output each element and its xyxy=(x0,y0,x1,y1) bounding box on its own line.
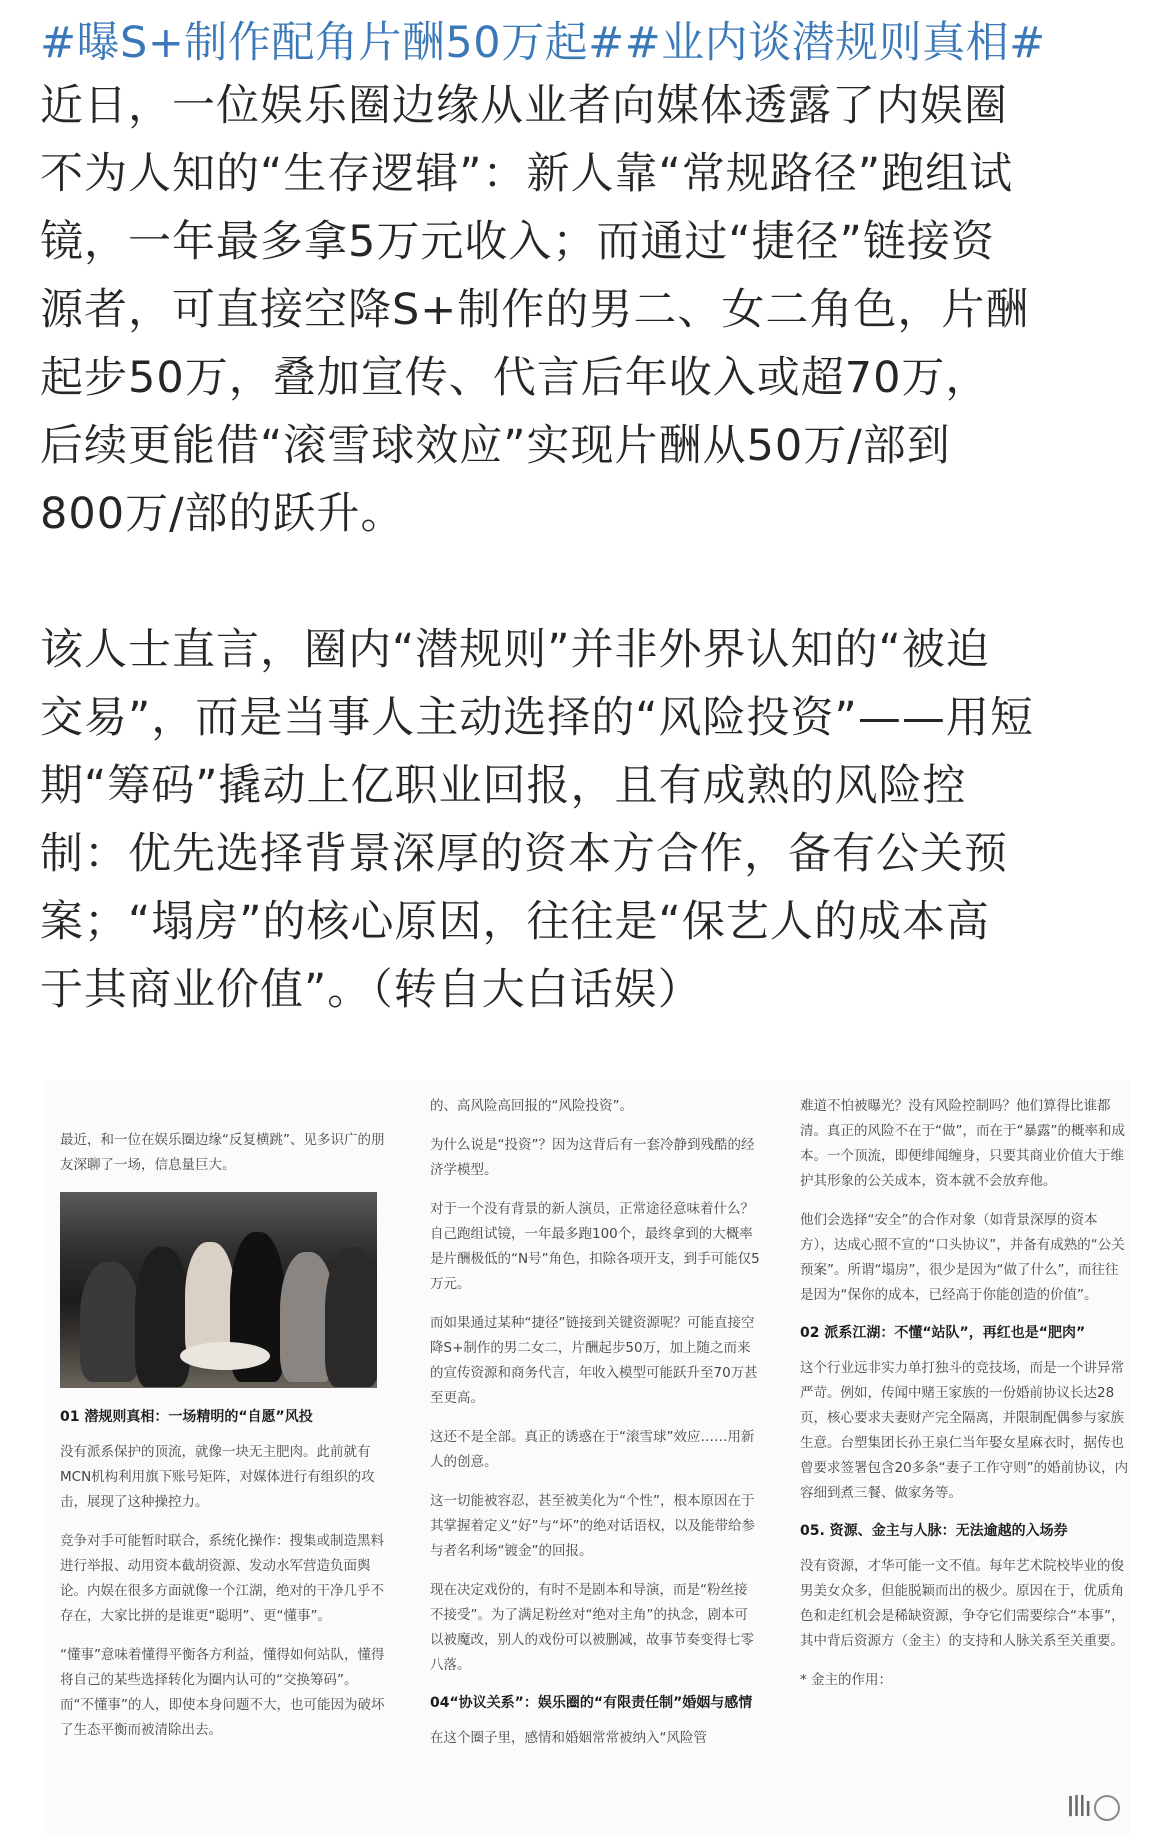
article-text: 这一切能被容忍，甚至被美化为“个性”，根本原因在于其掌握着定义“好”与“坏”的绝对话语权，以及能带给参与者名利场“镀金”的回报。 xyxy=(430,1493,755,1559)
article-text: 在这个圈子里，感情和婚姻常常被纳入“风险管 xyxy=(430,1730,707,1746)
watermark-logo-icon xyxy=(1094,1795,1120,1821)
post-paragraph-1: 近日，一位娱乐圈边缘从业者向媒体透露了内娱圈 不为人知的“生存逻辑”：新人靠“常规路径”跑组试 镜，一年最多拿5万元收入；而通过“捷径”链接资 源者，可直接空降S+制作的男二、女二角色，片酬 起步50万，叠加宣传、代言后年收入或超70万， 后续更能借“滚雪球效应”实现片酬从50万/部到 800万/部的跃升。 xyxy=(40,81,1030,539)
watermark-text: Illı xyxy=(1066,1790,1090,1823)
section-heading-01: 01 潜规则真相：一场精明的“自愿”风投 xyxy=(60,1409,313,1425)
article-text: 而如果通过某种“捷径”链接到关键资源呢？可能直接空降S+制作的男二女二，片酬起步50万，加上随之而来的宣传资源和商务代言，年收入模型可能跃升至70万甚至更高。 xyxy=(430,1315,758,1406)
article-text: 这个行业远非实力单打独斗的竞技场，而是一个讲异常严苛。例如，传闻中赌王家族的一份婚前协议长达28页，核心要求夫妻财产完全隔离，并限制配偶参与家族生意。台塑集团长孙王泉仁当年娶女星麻衣时，据传也曾要求签署包含20多条“妻子工作守则”的婚前协议，内容细到煮三餐、做家务等。 xyxy=(800,1360,1129,1501)
article-text: 为什么说是“投资”？因为这背后有一套冷静到残酷的经济学模型。 xyxy=(430,1137,755,1178)
article-text: 难道不怕被曝光？没有风险控制吗？他们算得比谁都清。真正的风险不在于“做”，而在于“暴露”的概率和成本。一个顶流，即便绯闻缠身，只要其商业价值大于维护其形象的公关成本，资本就不会放弃他。 xyxy=(800,1098,1125,1189)
article-text: 对于一个没有背景的新人演员，正常途径意味着什么？自己跑组试镜，一年最多跑100个，最终拿到的大概率是片酬极低的“N号”角色，扣除各项开支，到手可能仅5万元。 xyxy=(430,1201,760,1292)
section-heading-05: 05. 资源、金主与人脉：无法逾越的入场券 xyxy=(800,1523,1068,1539)
article-text: 现在决定戏份的，有时不是剧本和导演，而是“粉丝接不接受”。为了满足粉丝对“绝对主角”的执念，剧本可以被魔改，别人的戏份可以被删减，故事节奏变得七零八落。 xyxy=(430,1582,754,1673)
event-photo xyxy=(60,1192,377,1388)
article-text: 的、高风险高回报的“风险投资”。 xyxy=(430,1098,633,1114)
article-column-2 xyxy=(430,1094,760,1765)
weibo-post xyxy=(40,14,1140,1024)
article-text: 没有资源，才华可能一文不值。每年艺术院校毕业的俊男美女众多，但能脱颖而出的极少。原因在于，优质角色和走红机会是稀缺资源，争夺它们需要综合“本事”，其中背后资源方（金主）的支持和人脉关系至关重要。 xyxy=(800,1558,1125,1649)
article-column-1 xyxy=(60,1128,390,1757)
article-text: 竞争对手可能暂时联合，系统化操作：搜集或制造黑料进行举报、动用资本截胡资源、发动水军营造负面舆论。内娱在很多方面就像一个江湖，绝对的干净几乎不存在，大家比拼的是谁更“聪明”、更“懂事”。 xyxy=(60,1533,384,1624)
hashtag-links[interactable]: #曝S+制作配角片酬50万起##业内谈潜规则真相# xyxy=(40,18,1046,68)
article-screenshot-image[interactable] xyxy=(45,1080,1130,1835)
article-text: 他们会选择“安全”的合作对象（如背景深厚的资本方），达成心照不宣的“口头协议”，并备有成熟的“公关预案”。所谓“塌房”，很少是因为“做了什么”，而往往是因为“保你的成本，已经高于你能创造的价值”。 xyxy=(800,1212,1125,1303)
article-text: * 金主的作用： xyxy=(800,1672,893,1688)
article-column-3 xyxy=(800,1094,1130,1707)
section-heading-02: 02 派系江湖：不懂“站队”，再红也是“肥肉” xyxy=(800,1325,1086,1341)
article-text: “懂事”意味着懂得平衡各方利益，懂得如何站队，懂得将自己的某些选择转化为圈内认可的“交换筹码”。而“不懂事”的人，即使本身问题不大，也可能因为破坏了生态平衡而被清除出去。 xyxy=(60,1647,385,1738)
section-heading-04: 04“协议关系”：娱乐圈的“有限责任制”婚姻与感情 xyxy=(430,1695,753,1711)
article-text: 没有派系保护的顶流，就像一块无主肥肉。此前就有MCN机构利用旗下账号矩阵，对媒体进行有组织的攻击，展现了这种操控力。 xyxy=(60,1444,375,1510)
post-paragraph-2: 该人士直言，圈内“潜规则”并非外界认知的“被迫 交易”，而是当事人主动选择的“风险投资”——用短 期“筹码”撬动上亿职业回报，且有成熟的风险控 制：优先选择背景深厚的资本方合作，备有公关预 案；“塌房”的核心原因，往往是“保艺人的成本高 于其商业价值”。（转自大白话娱） xyxy=(40,625,1034,1015)
weibo-watermark xyxy=(1066,1790,1120,1823)
article-intro: 最近，和一位在娱乐圈边缘“反复横跳”、见多识广的朋友深聊了一场，信息量巨大。 xyxy=(60,1132,385,1173)
article-text: 这还不是全部。真正的诱惑在于“滚雪球”效应……用新人的创意。 xyxy=(430,1429,755,1470)
